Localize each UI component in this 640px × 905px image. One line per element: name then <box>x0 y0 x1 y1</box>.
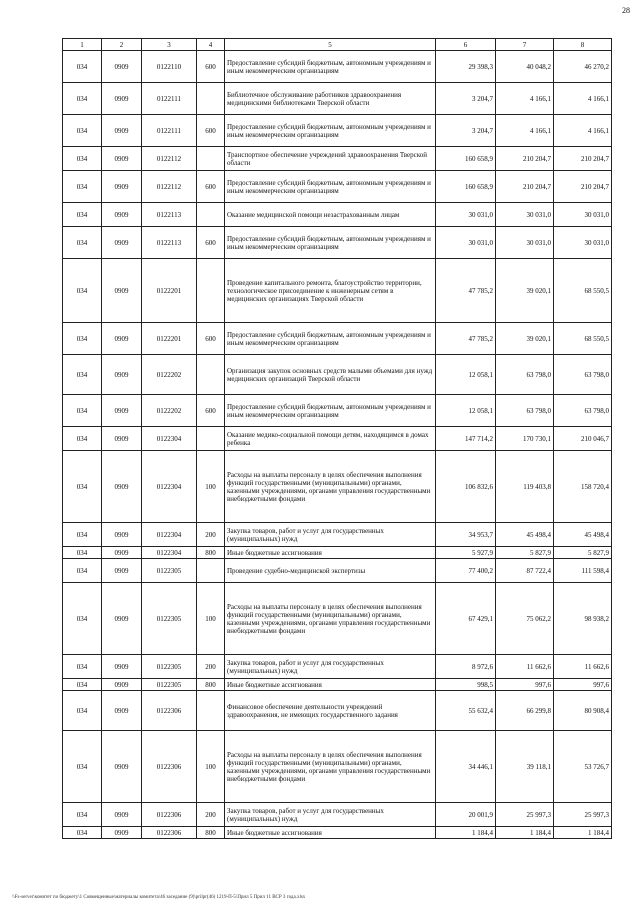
admin-code-cell: 034 <box>63 171 102 203</box>
expense-type-cell <box>197 83 225 115</box>
expense-type-cell <box>197 559 225 583</box>
year1-amount-cell: 47 785,2 <box>436 323 496 355</box>
expense-type-cell: 800 <box>197 679 225 691</box>
year3-amount-cell: 210 046,7 <box>554 427 612 451</box>
description-cell: Расходы на выплаты персоналу в целях обеспечения выполнения функций государственными (муниципальными) органами, казенными учреждениями, органами управления государственными внебюджетными фондами <box>225 731 436 803</box>
table-row <box>63 655 612 679</box>
year3-amount-cell: 98 938,2 <box>554 583 612 655</box>
year1-amount-cell: 55 632,4 <box>436 691 496 731</box>
target-code-cell: 0122113 <box>142 227 197 259</box>
admin-code-cell: 034 <box>63 691 102 731</box>
admin-code-cell: 034 <box>63 147 102 171</box>
section-code-cell: 0909 <box>102 827 142 839</box>
year1-amount-cell: 998,5 <box>436 679 496 691</box>
year3-amount-cell: 111 598,4 <box>554 559 612 583</box>
description-cell: Предоставление субсидий бюджетным, автономным учреждениям и иным некоммерческим организациям <box>225 227 436 259</box>
admin-code-cell: 034 <box>63 323 102 355</box>
admin-code-cell: 034 <box>63 51 102 83</box>
target-code-cell: 0122305 <box>142 583 197 655</box>
target-code-cell: 0122306 <box>142 731 197 803</box>
expense-type-cell: 200 <box>197 655 225 679</box>
expense-type-cell <box>197 691 225 731</box>
year2-amount-cell: 210 204,7 <box>496 171 554 203</box>
table-row <box>63 679 612 691</box>
section-code-cell: 0909 <box>102 171 142 203</box>
year3-amount-cell: 210 204,7 <box>554 147 612 171</box>
year1-amount-cell: 160 658,9 <box>436 147 496 171</box>
year1-amount-cell: 34 953,7 <box>436 523 496 547</box>
year2-amount-cell: 39 020,1 <box>496 259 554 323</box>
description-cell: Оказание медицинской помощи незастрахованным лицам <box>225 203 436 227</box>
table-row <box>63 691 612 731</box>
section-code-cell: 0909 <box>102 583 142 655</box>
table-row <box>63 583 612 655</box>
expense-type-cell <box>197 203 225 227</box>
target-code-cell: 0122110 <box>142 51 197 83</box>
description-cell: Предоставление субсидий бюджетным, автономным учреждениям и иным некоммерческим организациям <box>225 395 436 427</box>
year2-amount-cell: 87 722,4 <box>496 559 554 583</box>
year1-amount-cell: 20 001,9 <box>436 803 496 827</box>
admin-code-cell: 034 <box>63 731 102 803</box>
table-row <box>63 803 612 827</box>
target-code-cell: 0122304 <box>142 451 197 523</box>
expense-type-cell: 600 <box>197 115 225 147</box>
target-code-cell: 0122201 <box>142 323 197 355</box>
year3-amount-cell: 30 031,0 <box>554 203 612 227</box>
target-code-cell: 0122112 <box>142 171 197 203</box>
admin-code-cell: 034 <box>63 827 102 839</box>
table-row <box>63 51 612 83</box>
table-header-row <box>63 39 612 51</box>
year1-amount-cell: 8 972,6 <box>436 655 496 679</box>
expense-type-cell <box>197 355 225 395</box>
budget-table <box>62 38 612 839</box>
column-header: 7 <box>496 39 554 51</box>
column-header: 2 <box>102 39 142 51</box>
column-header: 3 <box>142 39 197 51</box>
section-code-cell: 0909 <box>102 559 142 583</box>
expense-type-cell: 100 <box>197 731 225 803</box>
year2-amount-cell: 210 204,7 <box>496 147 554 171</box>
year3-amount-cell: 63 798,0 <box>554 355 612 395</box>
target-code-cell: 0122201 <box>142 259 197 323</box>
table-row <box>63 523 612 547</box>
target-code-cell: 0122113 <box>142 203 197 227</box>
file-path-footer: \\Fs-server\комитет по бюджету\1 Совмещенные\материалы комитета\46 заседание (9)\prilpr(46) 1219-П-5\Прил 5 Прил 11 ВСР 3 года.xlsx <box>12 895 306 900</box>
admin-code-cell: 034 <box>63 547 102 559</box>
year2-amount-cell: 11 662,6 <box>496 655 554 679</box>
expense-type-cell: 600 <box>197 171 225 203</box>
description-cell: Транспортное обеспечение учреждений здравоохранения Тверской области <box>225 147 436 171</box>
target-code-cell: 0122304 <box>142 427 197 451</box>
year1-amount-cell: 12 058,1 <box>436 395 496 427</box>
year3-amount-cell: 4 166,1 <box>554 83 612 115</box>
column-header: 4 <box>197 39 225 51</box>
target-code-cell: 0122304 <box>142 547 197 559</box>
target-code-cell: 0122305 <box>142 655 197 679</box>
year1-amount-cell: 3 204,7 <box>436 83 496 115</box>
table-row <box>63 547 612 559</box>
section-code-cell: 0909 <box>102 395 142 427</box>
column-header: 1 <box>63 39 102 51</box>
table-row <box>63 147 612 171</box>
admin-code-cell: 034 <box>63 803 102 827</box>
year3-amount-cell: 997,6 <box>554 679 612 691</box>
section-code-cell: 0909 <box>102 451 142 523</box>
year2-amount-cell: 45 498,4 <box>496 523 554 547</box>
section-code-cell: 0909 <box>102 51 142 83</box>
description-cell: Расходы на выплаты персоналу в целях обеспечения выполнения функций государственными (муниципальными) органами, казенными учреждениями, органами управления государственными внебюджетными фондами <box>225 583 436 655</box>
year2-amount-cell: 1 184,4 <box>496 827 554 839</box>
description-cell: Библиотечное обслуживание работников здравоохранения медицинскими библиотеками Тверской области <box>225 83 436 115</box>
target-code-cell: 0122305 <box>142 679 197 691</box>
target-code-cell: 0122304 <box>142 523 197 547</box>
section-code-cell: 0909 <box>102 655 142 679</box>
table-row <box>63 427 612 451</box>
year2-amount-cell: 119 403,8 <box>496 451 554 523</box>
table-row <box>63 171 612 203</box>
section-code-cell: 0909 <box>102 803 142 827</box>
expense-type-cell: 600 <box>197 395 225 427</box>
admin-code-cell: 034 <box>63 655 102 679</box>
admin-code-cell: 034 <box>63 83 102 115</box>
target-code-cell: 0122305 <box>142 559 197 583</box>
description-cell: Иные бюджетные ассигнования <box>225 547 436 559</box>
year2-amount-cell: 39 020,1 <box>496 323 554 355</box>
year2-amount-cell: 40 048,2 <box>496 51 554 83</box>
expense-type-cell: 600 <box>197 227 225 259</box>
expense-type-cell: 100 <box>197 583 225 655</box>
year2-amount-cell: 4 166,1 <box>496 83 554 115</box>
expense-type-cell: 200 <box>197 803 225 827</box>
table-row <box>63 115 612 147</box>
admin-code-cell: 034 <box>63 395 102 427</box>
description-cell: Предоставление субсидий бюджетным, автономным учреждениям и иным некоммерческим организациям <box>225 115 436 147</box>
section-code-cell: 0909 <box>102 547 142 559</box>
year3-amount-cell: 45 498,4 <box>554 523 612 547</box>
expense-type-cell: 100 <box>197 451 225 523</box>
description-cell: Расходы на выплаты персоналу в целях обеспечения выполнения функций государственными (муниципальными) органами, казенными учреждениями, органами управления государственными внебюджетными фондами <box>225 451 436 523</box>
year1-amount-cell: 77 400,2 <box>436 559 496 583</box>
column-header: 8 <box>554 39 612 51</box>
section-code-cell: 0909 <box>102 203 142 227</box>
target-code-cell: 0122306 <box>142 691 197 731</box>
year1-amount-cell: 3 204,7 <box>436 115 496 147</box>
year3-amount-cell: 210 204,7 <box>554 171 612 203</box>
year2-amount-cell: 997,6 <box>496 679 554 691</box>
admin-code-cell: 034 <box>63 451 102 523</box>
table-row <box>63 227 612 259</box>
year2-amount-cell: 30 031,0 <box>496 227 554 259</box>
section-code-cell: 0909 <box>102 523 142 547</box>
column-header: 6 <box>436 39 496 51</box>
expense-type-cell: 800 <box>197 547 225 559</box>
section-code-cell: 0909 <box>102 691 142 731</box>
section-code-cell: 0909 <box>102 427 142 451</box>
year2-amount-cell: 63 798,0 <box>496 395 554 427</box>
table-row <box>63 395 612 427</box>
year1-amount-cell: 30 031,0 <box>436 227 496 259</box>
year3-amount-cell: 1 184,4 <box>554 827 612 839</box>
column-header: 5 <box>225 39 436 51</box>
target-code-cell: 0122112 <box>142 147 197 171</box>
admin-code-cell: 034 <box>63 583 102 655</box>
year3-amount-cell: 46 270,2 <box>554 51 612 83</box>
year3-amount-cell: 53 726,7 <box>554 731 612 803</box>
year1-amount-cell: 5 927,9 <box>436 547 496 559</box>
target-code-cell: 0122111 <box>142 115 197 147</box>
description-cell: Оказание медико-социальной помощи детям, находящимся в домах ребенка <box>225 427 436 451</box>
year3-amount-cell: 158 720,4 <box>554 451 612 523</box>
year2-amount-cell: 63 798,0 <box>496 355 554 395</box>
year3-amount-cell: 63 798,0 <box>554 395 612 427</box>
table-row <box>63 451 612 523</box>
year1-amount-cell: 30 031,0 <box>436 203 496 227</box>
description-cell: Закупка товаров, работ и услуг для государственных (муниципальных) нужд <box>225 655 436 679</box>
year2-amount-cell: 66 299,8 <box>496 691 554 731</box>
admin-code-cell: 034 <box>63 523 102 547</box>
year3-amount-cell: 68 550,5 <box>554 323 612 355</box>
expense-type-cell: 600 <box>197 51 225 83</box>
table-row <box>63 323 612 355</box>
description-cell: Предоставление субсидий бюджетным, автономным учреждениям и иным некоммерческим организациям <box>225 323 436 355</box>
year3-amount-cell: 11 662,6 <box>554 655 612 679</box>
table-row <box>63 83 612 115</box>
year1-amount-cell: 160 658,9 <box>436 171 496 203</box>
admin-code-cell: 034 <box>63 115 102 147</box>
table-row <box>63 259 612 323</box>
admin-code-cell: 034 <box>63 259 102 323</box>
admin-code-cell: 034 <box>63 679 102 691</box>
section-code-cell: 0909 <box>102 227 142 259</box>
section-code-cell: 0909 <box>102 147 142 171</box>
admin-code-cell: 034 <box>63 227 102 259</box>
expense-type-cell <box>197 147 225 171</box>
year2-amount-cell: 4 166,1 <box>496 115 554 147</box>
admin-code-cell: 034 <box>63 559 102 583</box>
year3-amount-cell: 68 550,5 <box>554 259 612 323</box>
year1-amount-cell: 67 429,1 <box>436 583 496 655</box>
description-cell: Закупка товаров, работ и услуг для государственных (муниципальных) нужд <box>225 803 436 827</box>
expense-type-cell <box>197 259 225 323</box>
expense-type-cell: 600 <box>197 323 225 355</box>
description-cell: Организация закупок основных средств малыми объемами для нужд медицинских организаций Тверской области <box>225 355 436 395</box>
description-cell: Закупка товаров, работ и услуг для государственных (муниципальных) нужд <box>225 523 436 547</box>
section-code-cell: 0909 <box>102 679 142 691</box>
table-row <box>63 203 612 227</box>
year2-amount-cell: 75 062,2 <box>496 583 554 655</box>
expense-type-cell: 800 <box>197 827 225 839</box>
admin-code-cell: 034 <box>63 355 102 395</box>
description-cell: Финансовое обеспечение деятельности учреждений здравоохранения, не имеющих государственного задания <box>225 691 436 731</box>
year3-amount-cell: 25 997,3 <box>554 803 612 827</box>
year1-amount-cell: 47 785,2 <box>436 259 496 323</box>
page-number: 28 <box>622 6 630 15</box>
year2-amount-cell: 5 827,9 <box>496 547 554 559</box>
admin-code-cell: 034 <box>63 427 102 451</box>
description-cell: Проведение капитального ремонта, благоустройство территории, технологическое присоединение к инженерным сетям в медицинских организациях Тверской области <box>225 259 436 323</box>
target-code-cell: 0122202 <box>142 395 197 427</box>
year3-amount-cell: 4 166,1 <box>554 115 612 147</box>
target-code-cell: 0122202 <box>142 355 197 395</box>
admin-code-cell: 034 <box>63 203 102 227</box>
expense-type-cell <box>197 427 225 451</box>
description-cell: Проведение судебно-медицинской экспертизы <box>225 559 436 583</box>
year1-amount-cell: 29 398,3 <box>436 51 496 83</box>
table-row <box>63 559 612 583</box>
year2-amount-cell: 39 118,1 <box>496 731 554 803</box>
table-row <box>63 827 612 839</box>
year2-amount-cell: 30 031,0 <box>496 203 554 227</box>
year3-amount-cell: 5 827,9 <box>554 547 612 559</box>
section-code-cell: 0909 <box>102 259 142 323</box>
target-code-cell: 0122306 <box>142 803 197 827</box>
section-code-cell: 0909 <box>102 323 142 355</box>
section-code-cell: 0909 <box>102 83 142 115</box>
year1-amount-cell: 12 058,1 <box>436 355 496 395</box>
year1-amount-cell: 106 832,6 <box>436 451 496 523</box>
year1-amount-cell: 1 184,4 <box>436 827 496 839</box>
table-row <box>63 731 612 803</box>
year2-amount-cell: 170 730,1 <box>496 427 554 451</box>
year1-amount-cell: 147 714,2 <box>436 427 496 451</box>
target-code-cell: 0122306 <box>142 827 197 839</box>
table-row <box>63 355 612 395</box>
description-cell: Предоставление субсидий бюджетным, автономным учреждениям и иным некоммерческим организациям <box>225 171 436 203</box>
description-cell: Предоставление субсидий бюджетным, автономным учреждениям и иным некоммерческим организациям <box>225 51 436 83</box>
description-cell: Иные бюджетные ассигнования <box>225 827 436 839</box>
expense-type-cell: 200 <box>197 523 225 547</box>
section-code-cell: 0909 <box>102 115 142 147</box>
year2-amount-cell: 25 997,3 <box>496 803 554 827</box>
year3-amount-cell: 80 908,4 <box>554 691 612 731</box>
target-code-cell: 0122111 <box>142 83 197 115</box>
section-code-cell: 0909 <box>102 731 142 803</box>
year1-amount-cell: 34 446,1 <box>436 731 496 803</box>
description-cell: Иные бюджетные ассигнования <box>225 679 436 691</box>
year3-amount-cell: 30 031,0 <box>554 227 612 259</box>
section-code-cell: 0909 <box>102 355 142 395</box>
